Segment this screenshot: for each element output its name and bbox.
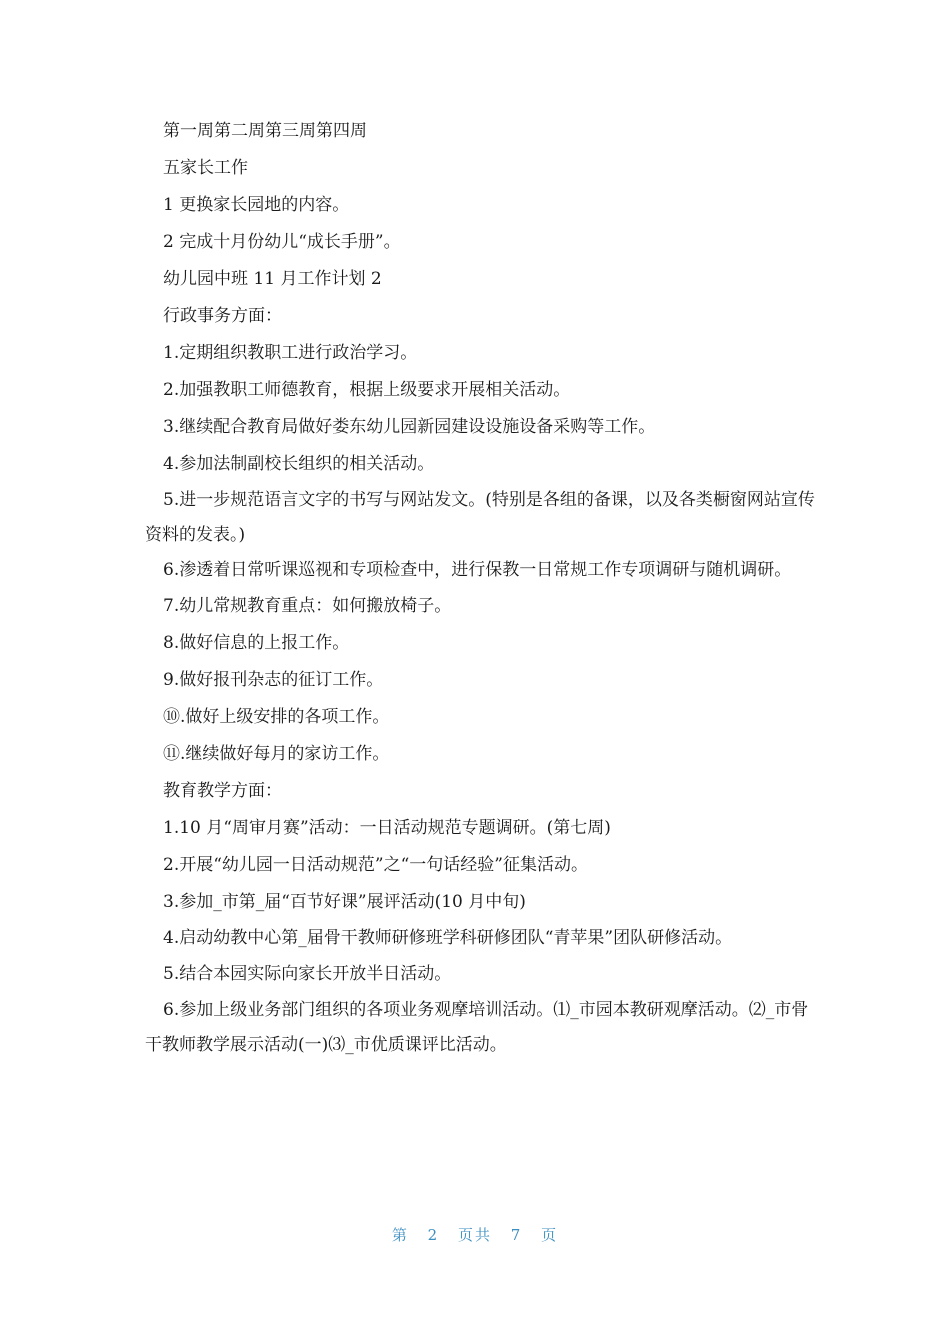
paragraph: 2 完成十月份幼儿“成长手册”。 [163,232,401,252]
list-item: 1.定期组织教职工进行政治学习。 [163,343,418,363]
list-item: 5.进一步规范语言文字的书写与网站发文。(特别是各组的备课，以及各类橱窗网站宣传资料的发表。) [145,490,815,545]
document-body [145,113,815,1063]
list-item: 3.参加_市第_届“百节好课”展评活动(10 月中旬) [163,892,526,912]
list-item: 2.开展“幼儿园一日活动规范”之“一句话经验”征集活动。 [163,855,588,875]
list-item: 8.做好信息的上报工作。 [163,633,350,653]
list-item: 6.渗透着日常听课巡视和专项检查中，进行保教一日常规工作专项调研与随机调研。 [163,560,792,580]
list-item: 3.继续配合教育局做好娄东幼儿园新园建设设施设备采购等工作。 [163,417,656,437]
section-heading: 教育教学方面： [163,781,282,801]
list-item: 7.幼儿常规教育重点：如何搬放椅子。 [163,596,452,616]
list-item: ⑩.做好上级安排的各项工作。 [163,707,390,727]
footer-middle: 页共 [457,1226,492,1244]
list-item: 4.参加法制副校长组织的相关活动。 [163,454,435,474]
list-item: 4.启动幼教中心第_届骨干教师研修班学科研修团队“青苹果”团队研修活动。 [163,928,733,948]
paragraph: 第一周第二周第三周第四周 [163,121,367,141]
footer-page-total: 7 [510,1226,523,1244]
page-footer [0,1224,950,1245]
list-item: ⑪.继续做好每月的家访工作。 [163,744,390,764]
list-item: 5.结合本园实际向家长开放半日活动。 [163,964,452,984]
footer-prefix: 第 [391,1226,409,1244]
footer-page-number: 2 [427,1226,440,1244]
list-item: 2.加强教职工师德教育，根据上级要求开展相关活动。 [163,380,571,400]
document-title: 幼儿园中班 11 月工作计划 2 [163,269,382,289]
list-item: 1.10 月“周审月赛”活动：一日活动规范专题调研。(第七周) [163,818,611,838]
section-heading: 五家长工作 [163,158,248,178]
list-item: 6.参加上级业务部门组织的各项业务观摩培训活动。⑴_市园本教研观摩活动。⑵_市骨干教师教学展示活动(一)⑶_市优质课评比活动。 [145,1000,809,1055]
list-item: 9.做好报刊杂志的征订工作。 [163,670,384,690]
section-heading: 行政事务方面： [163,306,282,326]
footer-suffix: 页 [541,1226,559,1244]
paragraph: 1 更换家长园地的内容。 [163,195,350,215]
